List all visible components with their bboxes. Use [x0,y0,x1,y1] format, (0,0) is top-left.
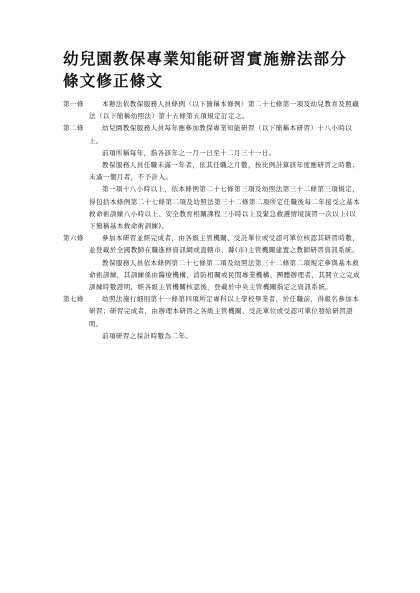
article-1 [63,98,361,122]
article-paragraph: 幼兒園教保服務人員每年應參加教保專業知能研習（以下簡稱本研習）十八小時以上。 [89,124,353,145]
article-label: 第二條 [63,124,84,133]
article-paragraph: 教保服務人員任職未滿一年者，依其任職之月數，按比例計算該年度應研習之時數；未滿一個月者，不予計入。 [89,161,360,182]
document-body [63,98,361,342]
article-7 [63,293,361,342]
article-paragraph: 前項所稱每年，指各該年之一月一日至十二月三十一日。 [102,148,276,157]
article-paragraph: 第一項十八小時以上，依本條例第二十七條第三項及幼照法第三十二條第三項規定，得包括本條例第二十七條第二項及幼照法第三十二條第二項所定任職後每二年接受之基本救命術訓練八小時以上、安全教育相關課程三小時以上及緊急救護情境演習一次以上(以下簡稱基本救命術訓練)。 [89,185,361,231]
article-paragraph: 參加本研習並經完成者，由各級主管機關、受託單位或受認可單位核認其研習時數，並登載於全國教師在職進修資訊網或直轄市、縣(市)主管機關建置之教師研習資訊系統。 [89,234,360,255]
article-2 [63,122,361,232]
article-label: 第六條 [63,234,84,243]
article-paragraph: 本辦法依教保服務人員條例（以下簡稱本條例）第二十七條第一項及幼兒教育及照顧法（以下簡稱幼照法）第十五條第五項規定訂定之。 [89,100,360,121]
article-paragraph: 教保服務人員依本條例第二十七條第二項及幼照法第三十二條第二項規定參與基本救命術訓練，其訓練係由醫療機構、消防相關或民間專業機構、團體辦理者，其開立之完成訓練時數證明，經各級主管機關核認後，登載於中央主管機關指定之資訊系統。 [89,258,361,292]
article-label: 第一條 [63,100,84,108]
article-paragraph: 幼照法施行細則第十一條第四項所定專科以上學校畢業者，於任職前，得報名參加本研習；研習完成者，由辦理本研習之各級主管機關、受託單位或受認可單位發給研習證明。 [89,295,360,328]
article-label: 第七條 [63,295,84,304]
document-title: 幼兒園教保專業知能研習實施辦法部分條文修正條文 [63,49,347,90]
article-6 [63,232,361,293]
article-paragraph: 前項研習之採計時數為二年。 [102,331,193,340]
